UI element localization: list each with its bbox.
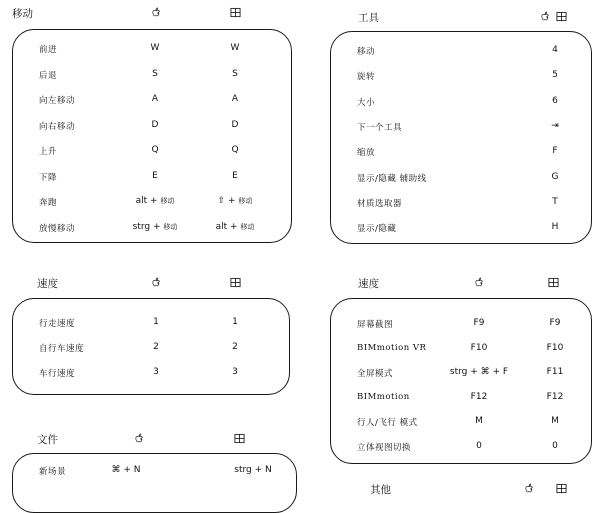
movement-win-key: E xyxy=(232,170,238,181)
movement-row xyxy=(13,145,291,159)
speed2-label: 全屏模式 xyxy=(357,369,394,379)
speed2-label: 行人/飞行 模式 xyxy=(357,418,418,428)
tools-label: 缩放 xyxy=(357,148,376,159)
tools-label: 大小 xyxy=(357,97,376,108)
speed2-row xyxy=(331,441,591,455)
tools-box xyxy=(330,31,592,244)
speed-label: 行走速度 xyxy=(39,319,76,329)
movement-label: 向左移动 xyxy=(39,96,76,106)
speed-win-key: 3 xyxy=(232,367,238,377)
movement-label: 后退 xyxy=(39,70,58,81)
tools-label: 显示/隐藏 xyxy=(357,224,397,235)
movement-row xyxy=(13,43,291,57)
movement-label: 前进 xyxy=(39,45,58,55)
movement-row xyxy=(13,222,291,236)
speed-mac-key: 2 xyxy=(153,342,159,352)
file-win-key: strg + N xyxy=(234,465,272,475)
speed2-label: BIMmotion xyxy=(357,391,410,402)
speed2-win-key: F9 xyxy=(549,318,561,328)
movement-label: 上升 xyxy=(39,147,58,157)
movement-mac-key: S xyxy=(152,68,158,79)
tools-key: 4 xyxy=(552,45,558,55)
speed-label: 自行车速度 xyxy=(39,344,85,354)
tools-label: 材质选取器 xyxy=(357,198,403,209)
speed-header xyxy=(37,276,287,296)
speed2-win-key: F11 xyxy=(546,367,564,377)
tools-row xyxy=(331,222,591,236)
file-label: 新场景 xyxy=(39,467,67,477)
speed-win-key: 2 xyxy=(232,342,238,352)
speed2-win-key: M xyxy=(551,416,559,426)
speed-row xyxy=(13,367,289,381)
speed2-label: BIMmotion VR xyxy=(357,342,427,353)
speed2-box xyxy=(330,298,592,464)
speed2-label: 立体视图切换 xyxy=(357,442,412,453)
tools-row xyxy=(331,96,591,110)
file-row xyxy=(13,465,296,479)
speed2-row xyxy=(331,318,591,332)
speed2-win-key: 0 xyxy=(552,440,558,451)
speed2-label: 屏幕截图 xyxy=(357,320,394,330)
tools-row xyxy=(331,146,591,160)
tools-row xyxy=(331,45,591,59)
other-header xyxy=(358,482,588,502)
movement-win-key: S xyxy=(232,68,238,79)
windows-icon xyxy=(233,432,245,444)
movement-win-key: ⇧ + 移动 xyxy=(217,196,253,206)
speed-mac-key: 3 xyxy=(153,367,159,377)
speed-box xyxy=(12,298,290,395)
tools-label: 下一个工具 xyxy=(357,122,403,133)
movement-row xyxy=(13,120,291,134)
apple-icon xyxy=(473,276,485,288)
movement-row xyxy=(13,171,291,185)
tools-label: 旋转 xyxy=(357,72,376,83)
movement-win-key: D xyxy=(231,119,239,130)
speed2-row xyxy=(331,343,591,357)
apple-icon xyxy=(523,482,535,494)
speed2-mac-key: F9 xyxy=(473,318,485,328)
tools-key: T xyxy=(552,196,558,207)
movement-title: 移动 xyxy=(12,8,33,20)
speed2-mac-key: 0 xyxy=(476,440,482,451)
tools-title: 工具 xyxy=(358,12,379,24)
speed-title: 速度 xyxy=(37,278,58,290)
speed2-row xyxy=(331,367,591,381)
movement-mac-key: A xyxy=(151,94,159,104)
speed2-row xyxy=(331,392,591,406)
movement-label: 奔跑 xyxy=(39,198,58,208)
movement-win-key: Q xyxy=(231,145,239,155)
speed2-win-key: F12 xyxy=(546,391,564,402)
movement-label: 向右移动 xyxy=(39,121,76,132)
speed2-mac-key: F10 xyxy=(470,342,488,353)
speed2-mac-key: strg + ⌘ + F xyxy=(449,367,509,377)
apple-icon xyxy=(150,6,162,18)
file-header xyxy=(37,432,287,452)
apple-icon xyxy=(133,432,145,444)
speed2-header xyxy=(358,276,588,296)
speed2-mac-key: F12 xyxy=(470,391,488,402)
movement-win-key: alt + 移动 xyxy=(215,221,255,232)
movement-row xyxy=(13,94,291,108)
apple-icon xyxy=(539,10,551,22)
tools-key: 6 xyxy=(552,95,558,106)
tools-label: 显示/隐藏 辅助线 xyxy=(357,173,427,184)
tools-header xyxy=(358,10,588,30)
movement-mac-key: alt + 移动 xyxy=(135,196,175,206)
tools-key: F xyxy=(552,146,558,157)
tools-row xyxy=(331,121,591,135)
windows-icon xyxy=(229,276,241,288)
file-box xyxy=(12,453,297,513)
tools-key: 5 xyxy=(552,70,558,81)
movement-mac-key: strg + 移动 xyxy=(132,221,178,232)
tools-key: H xyxy=(551,222,559,233)
speed-mac-key: 1 xyxy=(153,317,159,327)
movement-header xyxy=(12,6,282,26)
tools-key: G xyxy=(551,171,559,182)
tools-row xyxy=(331,172,591,186)
movement-label: 下降 xyxy=(39,172,58,183)
apple-icon xyxy=(150,276,162,288)
tools-row xyxy=(331,70,591,84)
speed2-mac-key: M xyxy=(475,416,483,426)
tools-label: 移动 xyxy=(357,47,376,57)
movement-row xyxy=(13,196,291,210)
windows-icon xyxy=(555,482,567,494)
movement-mac-key: W xyxy=(150,43,160,53)
speed2-win-key: F10 xyxy=(546,342,564,353)
movement-mac-key: Q xyxy=(151,145,159,155)
speed-row xyxy=(13,342,289,356)
speed-win-key: 1 xyxy=(232,317,238,327)
tools-key: ⇥ xyxy=(551,120,559,131)
movement-row xyxy=(13,69,291,83)
movement-mac-key: D xyxy=(151,119,159,130)
tools-row xyxy=(331,197,591,211)
windows-icon xyxy=(229,6,241,18)
speed2-title: 速度 xyxy=(358,278,379,290)
speed-row xyxy=(13,317,289,331)
file-mac-key: ⌘ + N xyxy=(111,465,141,475)
speed2-row xyxy=(331,416,591,430)
windows-icon xyxy=(547,276,559,288)
movement-box xyxy=(12,29,292,243)
other-title: 其他 xyxy=(370,484,391,496)
movement-win-key: W xyxy=(230,43,240,53)
speed-label: 车行速度 xyxy=(39,369,76,379)
movement-mac-key: E xyxy=(152,170,158,181)
windows-icon xyxy=(555,10,567,22)
file-title: 文件 xyxy=(37,434,58,446)
movement-win-key: A xyxy=(231,94,239,104)
movement-label: 放慢移动 xyxy=(39,223,76,234)
